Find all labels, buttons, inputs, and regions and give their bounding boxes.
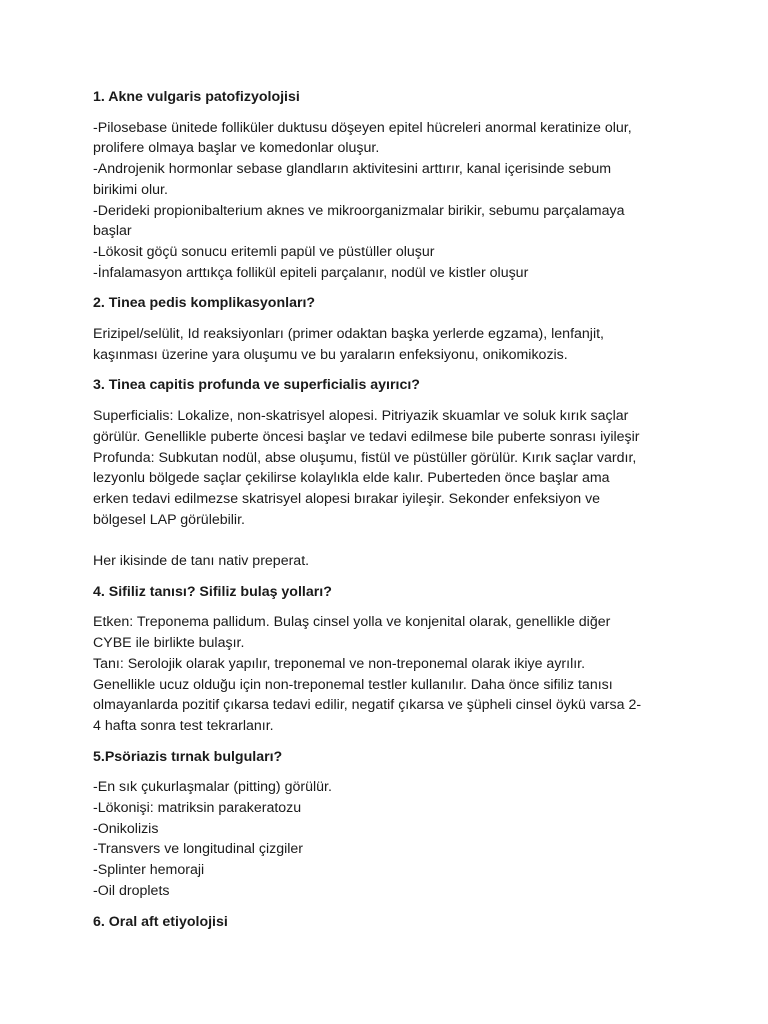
text-line: Erizipel/selülit, Id reaksiyonları (primer odaktan başka yerlerde egzama), lenfanjit,	[93, 326, 604, 343]
text-line: -Splinter hemoraji	[93, 862, 205, 879]
section-body	[93, 324, 683, 365]
text-line: Genellikle ucuz olduğu için non-treponemal testler kullanılır. Daha önce sifiliz tanısı	[93, 676, 613, 693]
text-line: -Oil droplets	[93, 882, 170, 899]
section-heading: 1. Akne vulgaris patofizyolojisi	[93, 89, 300, 105]
section-body	[93, 118, 683, 284]
text-line: görülür. Genellikle puberte öncesi başlar ve tedavi edilmese bile puberte sonrası iyileşir	[93, 428, 640, 445]
text-line: kaşınması üzerine yara oluşumu ve bu yaraların enfeksiyonu, onikomikozis.	[93, 346, 568, 363]
text-line: -Onikolizis	[93, 820, 159, 837]
text-line: -Transvers ve longitudinal çizgiler	[93, 841, 304, 858]
section-akne-vulgaris	[93, 87, 683, 283]
text-line: -Pilosebase ünitede folliküler duktusu döşeyen epitel hücreleri anormal keratinize olur,	[93, 119, 632, 136]
text-line: başlar	[93, 223, 132, 240]
section-heading: 6. Oral aft etiyolojisi	[93, 913, 228, 930]
text-line: olmayanlarda pozitif çıkarsa tedavi edilir, negatif çıkarsa ve şüpheli cinsel öykü varsa 2-	[93, 697, 642, 714]
text-line: -İnfalamasyon arttıkça follikül epiteli parçalanır, nodül ve kistler oluşur	[93, 264, 529, 281]
section-oral-aft	[93, 912, 683, 933]
text-line: bölgesel LAP görülebilir.	[93, 511, 245, 528]
text-line: -Derideki propionibalterium aknes ve mikroorganizmalar birikir, sebumu parçalamaya	[93, 202, 625, 219]
text-line: -Lökonişi: matriksin parakeratozu	[93, 800, 302, 817]
section-heading: 4. Sifiliz tanısı? Sifiliz bulaş yolları?	[93, 583, 332, 600]
section-psoriazis	[93, 747, 683, 902]
section-heading: 5.Psöriazis tırnak bulguları?	[93, 748, 283, 765]
section-tinea-pedis	[93, 293, 683, 365]
text-line: lezyonlu bölgede saçlar çekilirse kolaylıkla elde kalır. Puberteden önce başlar ama	[93, 470, 610, 487]
section-tinea-capitis	[93, 375, 683, 571]
section-heading: 2. Tinea pedis komplikasyonları?	[93, 295, 316, 312]
section-body	[93, 777, 683, 901]
section-heading: 3. Tinea capitis profunda ve superficialis ayırıcı?	[93, 377, 420, 394]
text-line: -Androjenik hormonlar sebase glandların aktivitesini arttırır, kanal içerisinde sebum	[93, 161, 612, 178]
text-line: birikimi olur.	[93, 181, 168, 198]
section-sifiliz	[93, 582, 683, 737]
section-body	[93, 612, 683, 736]
text-line: Profunda: Subkutan nodül, abse oluşumu, fistül ve püstüller görülür. Kırık saçlar vardır,	[93, 449, 637, 466]
text-line: Her ikisinde de tanı nativ preperat.	[93, 553, 310, 570]
text-line: -En sık çukurlaşmalar (pitting) görülür.	[93, 779, 332, 796]
text-line: erken tedavi edilmezse skatrisyel alopesi bırakar iyileşir. Sekonder enfeksiyon ve	[93, 490, 601, 507]
text-line: 4 hafta sonra test tekrarlanır.	[93, 717, 274, 734]
text-line: prolifere olmaya başlar ve komedonlar oluşur.	[93, 140, 380, 157]
section-body	[93, 406, 683, 572]
text-line: Etken: Treponema pallidum. Bulaş cinsel yolla ve konjenital olarak, genellikle diğer	[93, 614, 611, 631]
text-line: Tanı: Serolojik olarak yapılır, treponemal ve non-treponemal olarak ikiye ayrılır.	[93, 655, 586, 672]
text-line: -Lökosit göçü sonucu eritemli papül ve püstüller oluşur	[93, 243, 435, 260]
document-page	[93, 87, 683, 942]
text-line: Superficialis: Lokalize, non-skatrisyel alopesi. Pitriyazik skuamlar ve soluk kırık saçlar	[93, 408, 629, 425]
text-line: CYBE ile birlikte bulaşır.	[93, 635, 245, 652]
blank-line	[93, 530, 683, 551]
